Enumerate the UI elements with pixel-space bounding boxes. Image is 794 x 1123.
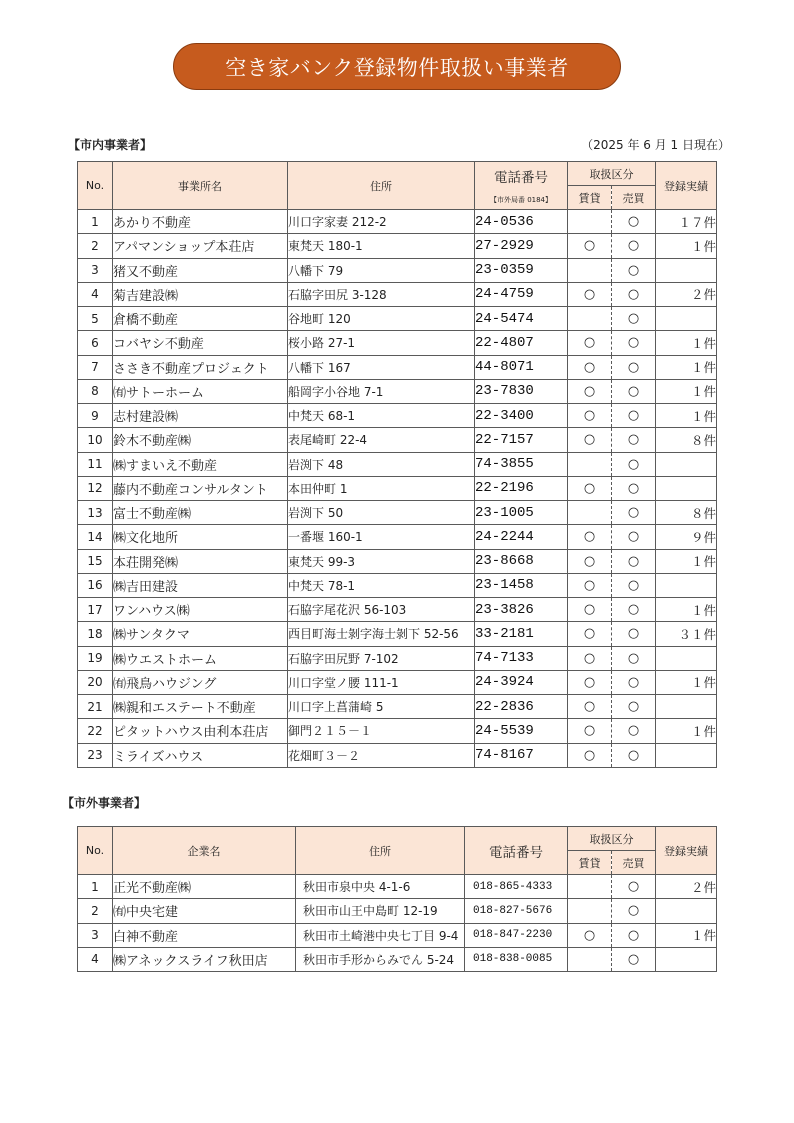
business-name: 正光不動産㈱ bbox=[113, 875, 296, 899]
phone-number: 22-3400 bbox=[475, 404, 568, 428]
table-row bbox=[78, 258, 717, 282]
rent-mark bbox=[568, 899, 612, 923]
business-name: ワンハウス㈱ bbox=[113, 598, 288, 622]
registration-count: ８件 bbox=[656, 428, 717, 452]
rent-mark: ○ bbox=[568, 573, 612, 597]
rent-mark: ○ bbox=[568, 234, 612, 258]
rent-mark: ○ bbox=[568, 282, 612, 306]
row-number: 3 bbox=[78, 923, 113, 947]
address: 一番堰 160-1 bbox=[288, 525, 475, 549]
column-header-rent: 賃貸 bbox=[568, 851, 612, 875]
sale-mark: ○ bbox=[612, 743, 656, 767]
sale-mark: ○ bbox=[612, 622, 656, 646]
address: 川口字上菖蒲崎 5 bbox=[288, 695, 475, 719]
sale-mark: ○ bbox=[612, 695, 656, 719]
sale-mark: ○ bbox=[612, 331, 656, 355]
rent-mark: ○ bbox=[568, 622, 612, 646]
phone-number: 24-0536 bbox=[475, 210, 568, 234]
rent-mark bbox=[568, 210, 612, 234]
row-number: 23 bbox=[78, 743, 113, 767]
rent-mark: ○ bbox=[568, 923, 612, 947]
table-row bbox=[78, 501, 717, 525]
registration-count bbox=[656, 258, 717, 282]
phone-number: 24-2244 bbox=[475, 525, 568, 549]
business-name: 猪又不動産 bbox=[113, 258, 288, 282]
phone-number: 018-838-0085 bbox=[465, 947, 568, 971]
phone-number: 23-1005 bbox=[475, 501, 568, 525]
phone-number: 33-2181 bbox=[475, 622, 568, 646]
rent-mark: ○ bbox=[568, 331, 612, 355]
business-name: ㈱ウエストホーム bbox=[113, 646, 288, 670]
outside-section-heading: 【市外事業者】 bbox=[62, 796, 147, 810]
inside-businesses-table bbox=[77, 161, 717, 768]
registration-count: １件 bbox=[656, 355, 717, 379]
rent-mark: ○ bbox=[568, 743, 612, 767]
row-number: 10 bbox=[78, 428, 113, 452]
business-name: ㈱吉田建設 bbox=[113, 573, 288, 597]
business-name: ミライズハウス bbox=[113, 743, 288, 767]
table-row bbox=[78, 549, 717, 573]
address: 本田仲町 1 bbox=[288, 476, 475, 500]
row-number: 15 bbox=[78, 549, 113, 573]
column-header-record: 登録実績 bbox=[656, 827, 717, 875]
area-code-note: 【市外局番 0184】 bbox=[489, 196, 553, 204]
rent-mark: ○ bbox=[568, 404, 612, 428]
table-row bbox=[78, 947, 717, 971]
row-number: 7 bbox=[78, 355, 113, 379]
table-row bbox=[78, 670, 717, 694]
row-number: 9 bbox=[78, 404, 113, 428]
rent-mark: ○ bbox=[568, 476, 612, 500]
rent-mark bbox=[568, 452, 612, 476]
rent-mark bbox=[568, 258, 612, 282]
business-name: 富士不動産㈱ bbox=[113, 501, 288, 525]
address: 秋田市手形からみでん 5-24 bbox=[296, 947, 465, 971]
registration-count: １件 bbox=[656, 331, 717, 355]
column-header-company-name: 企業名 bbox=[113, 827, 296, 875]
business-name: コバヤシ不動産 bbox=[113, 331, 288, 355]
phone-header-label: 電話番号 bbox=[494, 170, 548, 186]
table-row bbox=[78, 743, 717, 767]
rent-mark: ○ bbox=[568, 525, 612, 549]
row-number: 20 bbox=[78, 670, 113, 694]
table-row bbox=[78, 452, 717, 476]
phone-number: 018-865-4333 bbox=[465, 875, 568, 899]
rent-mark bbox=[568, 501, 612, 525]
address: 石脇字田尻野 7-102 bbox=[288, 646, 475, 670]
rent-mark: ○ bbox=[568, 379, 612, 403]
business-name: ピタットハウス由利本荘店 bbox=[113, 719, 288, 743]
sale-mark: ○ bbox=[612, 452, 656, 476]
title-banner bbox=[173, 43, 621, 90]
address: 中梵天 68-1 bbox=[288, 404, 475, 428]
inside-table-body bbox=[78, 210, 717, 768]
business-name: あかり不動産 bbox=[113, 210, 288, 234]
table-row bbox=[78, 355, 717, 379]
row-number: 1 bbox=[78, 875, 113, 899]
registration-count bbox=[656, 695, 717, 719]
rent-mark: ○ bbox=[568, 598, 612, 622]
address: 石脇字田尻 3-128 bbox=[288, 282, 475, 306]
registration-count: ３１件 bbox=[656, 622, 717, 646]
rent-mark bbox=[568, 947, 612, 971]
registration-count: １件 bbox=[656, 670, 717, 694]
registration-count: ９件 bbox=[656, 525, 717, 549]
sale-mark: ○ bbox=[612, 258, 656, 282]
address: 西目町海士剝字海士剝下 52-56 bbox=[288, 622, 475, 646]
business-name: ㈱すまいえ不動産 bbox=[113, 452, 288, 476]
row-number: 17 bbox=[78, 598, 113, 622]
registration-count: １件 bbox=[656, 404, 717, 428]
sale-mark: ○ bbox=[612, 899, 656, 923]
table-row bbox=[78, 875, 717, 899]
rent-mark bbox=[568, 875, 612, 899]
registration-count: ８件 bbox=[656, 501, 717, 525]
table-row bbox=[78, 899, 717, 923]
phone-number: 24-4759 bbox=[475, 282, 568, 306]
registration-count bbox=[656, 452, 717, 476]
row-number: 13 bbox=[78, 501, 113, 525]
table-row bbox=[78, 331, 717, 355]
registration-count: １件 bbox=[656, 719, 717, 743]
table-row bbox=[78, 428, 717, 452]
row-number: 19 bbox=[78, 646, 113, 670]
outside-table-body bbox=[78, 875, 717, 972]
registration-count: ２件 bbox=[656, 875, 717, 899]
registration-count bbox=[656, 646, 717, 670]
registration-count bbox=[656, 899, 717, 923]
column-header-address: 住所 bbox=[288, 162, 475, 210]
business-name: ㈲サトーホーム bbox=[113, 379, 288, 403]
business-name: 菊吉建設㈱ bbox=[113, 282, 288, 306]
row-number: 6 bbox=[78, 331, 113, 355]
phone-number: 24-3924 bbox=[475, 670, 568, 694]
phone-number: 23-3826 bbox=[475, 598, 568, 622]
row-number: 12 bbox=[78, 476, 113, 500]
phone-number: 23-0359 bbox=[475, 258, 568, 282]
business-name: ㈱文化地所 bbox=[113, 525, 288, 549]
sale-mark: ○ bbox=[612, 428, 656, 452]
registration-count: １件 bbox=[656, 379, 717, 403]
sale-mark: ○ bbox=[612, 573, 656, 597]
address: 花畑町３－２ bbox=[288, 743, 475, 767]
registration-count bbox=[656, 573, 717, 597]
business-name: 倉橋不動産 bbox=[113, 307, 288, 331]
rent-mark: ○ bbox=[568, 646, 612, 670]
address: 中梵天 78-1 bbox=[288, 573, 475, 597]
phone-number: 24-5474 bbox=[475, 307, 568, 331]
rent-mark: ○ bbox=[568, 355, 612, 379]
table-row bbox=[78, 404, 717, 428]
sale-mark: ○ bbox=[612, 234, 656, 258]
rent-mark: ○ bbox=[568, 719, 612, 743]
inside-section-heading: 【市内事業者】 bbox=[68, 138, 153, 152]
table-row bbox=[78, 307, 717, 331]
rent-mark: ○ bbox=[568, 695, 612, 719]
address: 八幡下 79 bbox=[288, 258, 475, 282]
registration-count bbox=[656, 743, 717, 767]
column-header-sale: 売買 bbox=[612, 186, 656, 210]
phone-number: 22-4807 bbox=[475, 331, 568, 355]
column-header-rent: 賃貸 bbox=[568, 186, 612, 210]
phone-number: 74-3855 bbox=[475, 452, 568, 476]
sale-mark: ○ bbox=[612, 947, 656, 971]
address: 東梵天 99-3 bbox=[288, 549, 475, 573]
column-header-category: 取扱区分 bbox=[568, 827, 656, 851]
sale-mark: ○ bbox=[612, 646, 656, 670]
phone-number: 74-7133 bbox=[475, 646, 568, 670]
business-name: 白神不動産 bbox=[113, 923, 296, 947]
business-name: ㈱サンタクマ bbox=[113, 622, 288, 646]
registration-count: １件 bbox=[656, 234, 717, 258]
phone-number: 74-8167 bbox=[475, 743, 568, 767]
registration-count bbox=[656, 476, 717, 500]
rent-mark: ○ bbox=[568, 670, 612, 694]
column-header-address: 住所 bbox=[296, 827, 465, 875]
column-header-business-name: 事業所名 bbox=[113, 162, 288, 210]
address: 船岡字小谷地 7-1 bbox=[288, 379, 475, 403]
column-header-phone bbox=[475, 162, 568, 210]
address: 川口字堂ノ腰 111-1 bbox=[288, 670, 475, 694]
table-row bbox=[78, 646, 717, 670]
business-name: 本荘開発㈱ bbox=[113, 549, 288, 573]
table-row bbox=[78, 234, 717, 258]
phone-number: 23-7830 bbox=[475, 379, 568, 403]
column-header-sale: 売買 bbox=[612, 851, 656, 875]
phone-number: 018-827-5676 bbox=[465, 899, 568, 923]
address: 秋田市土崎港中央七丁目 9-4 bbox=[296, 923, 465, 947]
sale-mark: ○ bbox=[612, 875, 656, 899]
registration-count: １件 bbox=[656, 598, 717, 622]
column-header-record: 登録実績 bbox=[656, 162, 717, 210]
address: 八幡下 167 bbox=[288, 355, 475, 379]
registration-count bbox=[656, 307, 717, 331]
business-name: ㈱アネックスライフ秋田店 bbox=[113, 947, 296, 971]
registration-count: １７件 bbox=[656, 210, 717, 234]
address: 東梵天 180-1 bbox=[288, 234, 475, 258]
sale-mark: ○ bbox=[612, 282, 656, 306]
address: 秋田市山王中島町 12-19 bbox=[296, 899, 465, 923]
address: 岩渕下 48 bbox=[288, 452, 475, 476]
phone-number: 23-8668 bbox=[475, 549, 568, 573]
sale-mark: ○ bbox=[612, 719, 656, 743]
row-number: 4 bbox=[78, 282, 113, 306]
business-name: ㈱親和エステート不動産 bbox=[113, 695, 288, 719]
table-row bbox=[78, 210, 717, 234]
outside-businesses-table bbox=[77, 826, 717, 972]
phone-number: 22-7157 bbox=[475, 428, 568, 452]
row-number: 1 bbox=[78, 210, 113, 234]
table-row bbox=[78, 923, 717, 947]
phone-number: 018-847-2230 bbox=[465, 923, 568, 947]
phone-number: 24-5539 bbox=[475, 719, 568, 743]
rent-mark: ○ bbox=[568, 549, 612, 573]
page-title: 空き家バンク登録物件取扱い事業者 bbox=[225, 55, 569, 80]
row-number: 2 bbox=[78, 899, 113, 923]
sale-mark: ○ bbox=[612, 307, 656, 331]
phone-number: 27-2929 bbox=[475, 234, 568, 258]
row-number: 2 bbox=[78, 234, 113, 258]
table-row bbox=[78, 598, 717, 622]
table-row bbox=[78, 476, 717, 500]
address: 岩渕下 50 bbox=[288, 501, 475, 525]
sale-mark: ○ bbox=[612, 379, 656, 403]
sale-mark: ○ bbox=[612, 525, 656, 549]
phone-number: 22-2836 bbox=[475, 695, 568, 719]
sale-mark: ○ bbox=[612, 549, 656, 573]
address: 表尾崎町 22-4 bbox=[288, 428, 475, 452]
sale-mark: ○ bbox=[612, 210, 656, 234]
table-row bbox=[78, 282, 717, 306]
row-number: 22 bbox=[78, 719, 113, 743]
row-number: 21 bbox=[78, 695, 113, 719]
table-row bbox=[78, 622, 717, 646]
as-of-date: （2025 年 6 月 1 日現在） bbox=[581, 138, 730, 152]
table-row bbox=[78, 719, 717, 743]
phone-number: 44-8071 bbox=[475, 355, 568, 379]
phone-number: 23-1458 bbox=[475, 573, 568, 597]
row-number: 18 bbox=[78, 622, 113, 646]
address: 石脇字尾花沢 56-103 bbox=[288, 598, 475, 622]
registration-count bbox=[656, 947, 717, 971]
row-number: 4 bbox=[78, 947, 113, 971]
business-name: ㈲飛鳥ハウジング bbox=[113, 670, 288, 694]
business-name: 志村建設㈱ bbox=[113, 404, 288, 428]
column-header-no: No. bbox=[78, 827, 113, 875]
column-header-category: 取扱区分 bbox=[568, 162, 656, 186]
business-name: ささき不動産プロジェクト bbox=[113, 355, 288, 379]
address: 谷地町 120 bbox=[288, 307, 475, 331]
address: 桜小路 27-1 bbox=[288, 331, 475, 355]
business-name: アパマンショップ本荘店 bbox=[113, 234, 288, 258]
rent-mark: ○ bbox=[568, 428, 612, 452]
column-header-no: No. bbox=[78, 162, 113, 210]
sale-mark: ○ bbox=[612, 598, 656, 622]
sale-mark: ○ bbox=[612, 355, 656, 379]
table-row bbox=[78, 573, 717, 597]
row-number: 8 bbox=[78, 379, 113, 403]
registration-count: ２件 bbox=[656, 282, 717, 306]
table-row bbox=[78, 379, 717, 403]
table-row bbox=[78, 525, 717, 549]
business-name: 藤内不動産コンサルタント bbox=[113, 476, 288, 500]
business-name: ㈲中央宅建 bbox=[113, 899, 296, 923]
row-number: 16 bbox=[78, 573, 113, 597]
address: 御門２１５－１ bbox=[288, 719, 475, 743]
row-number: 11 bbox=[78, 452, 113, 476]
sale-mark: ○ bbox=[612, 476, 656, 500]
rent-mark bbox=[568, 307, 612, 331]
address: 秋田市泉中央 4-1-6 bbox=[296, 875, 465, 899]
row-number: 3 bbox=[78, 258, 113, 282]
business-name: 鈴木不動産㈱ bbox=[113, 428, 288, 452]
row-number: 14 bbox=[78, 525, 113, 549]
sale-mark: ○ bbox=[612, 923, 656, 947]
phone-number: 22-2196 bbox=[475, 476, 568, 500]
address: 川口字家妻 212-2 bbox=[288, 210, 475, 234]
registration-count: １件 bbox=[656, 923, 717, 947]
sale-mark: ○ bbox=[612, 501, 656, 525]
registration-count: １件 bbox=[656, 549, 717, 573]
sale-mark: ○ bbox=[612, 404, 656, 428]
table-row bbox=[78, 695, 717, 719]
sale-mark: ○ bbox=[612, 670, 656, 694]
column-header-phone: 電話番号 bbox=[465, 827, 568, 875]
row-number: 5 bbox=[78, 307, 113, 331]
